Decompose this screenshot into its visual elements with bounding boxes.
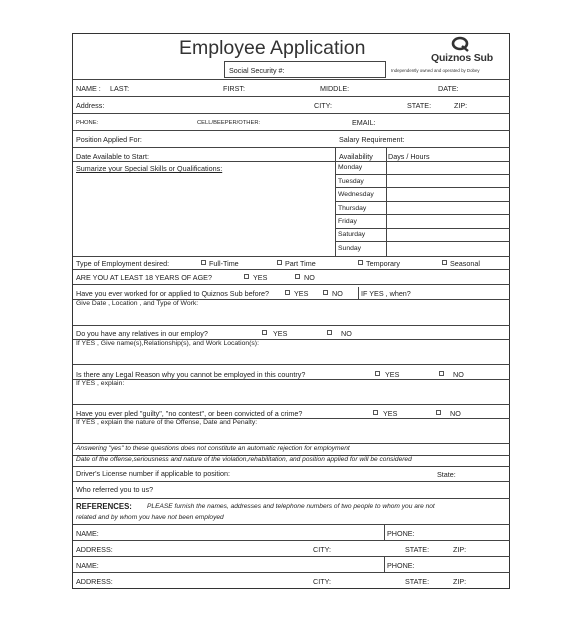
last-name-field[interactable]: LAST: bbox=[110, 84, 130, 93]
legal-yes-checkbox[interactable] bbox=[375, 371, 380, 376]
days-hours-header: Days / Hours bbox=[388, 152, 430, 161]
brand-tagline: Independently owned and operated by Dobey bbox=[391, 68, 480, 73]
relatives-no-label: NO bbox=[341, 329, 352, 338]
part-time-label: Part Time bbox=[285, 259, 316, 268]
disclaimer-line-2: Date of the offense,seriousness and nature of the violation,rehabilitation, and position applied for will be considered bbox=[76, 456, 412, 463]
part-time-checkbox[interactable] bbox=[277, 260, 282, 265]
full-time-label: Full-Time bbox=[209, 259, 239, 268]
quiznos-no-checkbox[interactable] bbox=[323, 290, 328, 295]
state-field[interactable]: STATE: bbox=[407, 101, 432, 110]
legal-question: Is there any Legal Reason why you cannot be employed in this country? bbox=[76, 370, 306, 379]
crime-question: Have you ever pled "guilty", "no contest", or been convicted of a crime? bbox=[76, 409, 303, 418]
crime-details-field[interactable]: If YES , explain the nature of the Offense, Date and Penalty: bbox=[76, 419, 258, 426]
availability-header: Availability bbox=[339, 152, 373, 161]
ref2-address-field[interactable]: ADDRESS: bbox=[76, 577, 113, 586]
crime-yes-label: YES bbox=[383, 409, 398, 418]
age-question: ARE YOU AT LEAST 18 YEARS OF AGE? bbox=[76, 273, 212, 282]
phone-field[interactable]: PHONE: bbox=[76, 120, 99, 126]
legal-details-field[interactable]: If YES , explain: bbox=[76, 380, 125, 387]
quiznos-yes-label: YES bbox=[294, 289, 309, 298]
city-field[interactable]: CITY: bbox=[314, 101, 332, 110]
ref2-name-field[interactable]: NAME: bbox=[76, 561, 99, 570]
day-saturday: Saturday bbox=[338, 231, 366, 238]
ref2-city-field[interactable]: CITY: bbox=[313, 577, 331, 586]
referred-field[interactable]: Who referred you to us? bbox=[76, 485, 154, 494]
day-tuesday: Tuesday bbox=[338, 178, 364, 185]
middle-name-field[interactable]: MIDDLE: bbox=[320, 84, 350, 93]
crime-yes-checkbox[interactable] bbox=[373, 410, 378, 415]
seasonal-checkbox[interactable] bbox=[442, 260, 447, 265]
legal-yes-label: YES bbox=[385, 370, 400, 379]
name-label: NAME : bbox=[76, 84, 101, 93]
brand-name: Quiznos Sub bbox=[431, 52, 493, 64]
ref1-address-field[interactable]: ADDRESS: bbox=[76, 545, 113, 554]
quiznos-details-field[interactable]: Give Date , Location , and Type of Work: bbox=[76, 300, 199, 307]
quiznos-yes-checkbox[interactable] bbox=[285, 290, 290, 295]
ref1-zip-field[interactable]: ZIP: bbox=[453, 545, 467, 554]
first-name-field[interactable]: FIRST: bbox=[223, 84, 245, 93]
relatives-question: Do you have any relatives in our employ? bbox=[76, 329, 208, 338]
temporary-label: Temporary bbox=[366, 259, 400, 268]
seasonal-label: Seasonal bbox=[450, 259, 480, 268]
position-field[interactable]: Position Applied For: bbox=[76, 135, 142, 144]
day-friday: Friday bbox=[338, 218, 357, 225]
temporary-checkbox[interactable] bbox=[358, 260, 363, 265]
age-no-label: NO bbox=[304, 273, 315, 282]
ref2-state-field[interactable]: STATE: bbox=[405, 577, 430, 586]
day-thursday: Thursday bbox=[338, 205, 367, 212]
ssn-label: Social Security #: bbox=[229, 66, 285, 75]
application-form bbox=[72, 33, 510, 589]
relatives-yes-checkbox[interactable] bbox=[262, 330, 267, 335]
references-instruction-1: PLEASE furnish the names, addresses and telephone numbers of two people to whom you are not bbox=[147, 503, 435, 510]
ref2-zip-field[interactable]: ZIP: bbox=[453, 577, 467, 586]
cell-field[interactable]: CELL/BEEPER/OTHER: bbox=[197, 120, 261, 126]
crime-no-checkbox[interactable] bbox=[436, 410, 441, 415]
relatives-details-field[interactable]: If YES , Give name(s),Relationship(s), and Work Location(s): bbox=[76, 340, 259, 347]
email-field[interactable]: EMAIL: bbox=[352, 118, 376, 127]
day-wednesday: Wednesday bbox=[338, 191, 374, 198]
salary-field[interactable]: Salary Requirement: bbox=[339, 135, 405, 144]
age-yes-label: YES bbox=[253, 273, 268, 282]
license-state-field[interactable]: State: bbox=[437, 470, 456, 479]
references-heading: REFERENCES: bbox=[76, 502, 132, 511]
address-field[interactable]: Address: bbox=[76, 101, 105, 110]
quiznos-no-label: NO bbox=[332, 289, 343, 298]
license-field[interactable]: Driver's License number if applicable to position: bbox=[76, 469, 230, 478]
age-yes-checkbox[interactable] bbox=[244, 274, 249, 279]
ref1-name-field[interactable]: NAME: bbox=[76, 529, 99, 538]
ssn-field[interactable] bbox=[224, 61, 386, 78]
quiznos-when-field[interactable]: IF YES , when? bbox=[361, 289, 411, 298]
zip-field[interactable]: ZIP: bbox=[454, 101, 468, 110]
ref1-state-field[interactable]: STATE: bbox=[405, 545, 430, 554]
crime-no-label: NO bbox=[450, 409, 461, 418]
legal-no-label: NO bbox=[453, 370, 464, 379]
full-time-checkbox[interactable] bbox=[201, 260, 206, 265]
relatives-no-checkbox[interactable] bbox=[327, 330, 332, 335]
ref2-phone-field[interactable]: PHONE: bbox=[387, 561, 415, 570]
employment-type-label: Type of Employment desired: bbox=[76, 259, 170, 268]
relatives-yes-label: YES bbox=[273, 329, 288, 338]
day-sunday: Sunday bbox=[338, 245, 362, 252]
skills-field[interactable]: Sumarize your Special Skills or Qualifications: bbox=[76, 164, 223, 173]
ref1-phone-field[interactable]: PHONE: bbox=[387, 529, 415, 538]
page-title: Employee Application bbox=[179, 37, 366, 59]
date-field[interactable]: DATE: bbox=[438, 84, 459, 93]
ref1-city-field[interactable]: CITY: bbox=[313, 545, 331, 554]
references-instruction-2: related and by whom you have not been employed bbox=[76, 514, 224, 521]
quiznos-logo-icon bbox=[451, 36, 469, 52]
day-monday: Monday bbox=[338, 164, 363, 171]
date-available-field[interactable]: Date Available to Start: bbox=[76, 152, 149, 161]
disclaimer-line-1: Answering "yes" to these questions does not constitute an automatic rejection for employment bbox=[76, 445, 350, 452]
age-no-checkbox[interactable] bbox=[295, 274, 300, 279]
quiznos-question: Have you ever worked for or applied to Quiznos Sub before? bbox=[76, 289, 269, 298]
legal-no-checkbox[interactable] bbox=[439, 371, 444, 376]
